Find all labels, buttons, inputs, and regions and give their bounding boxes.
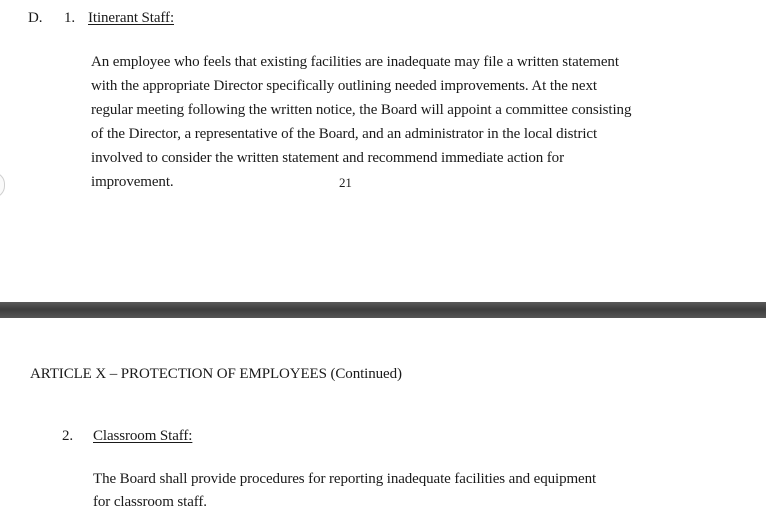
article-heading: ARTICLE X – PROTECTION OF EMPLOYEES (Continued) (30, 366, 402, 382)
item-title: Itinerant Staff: (88, 10, 175, 26)
section-letter: D. (28, 10, 43, 26)
page-number: 21 (339, 175, 352, 190)
paragraph-line: for classroom staff. (93, 494, 207, 510)
paragraph-line: with the appropriate Director specifically outlining needed improvements. At the next (91, 78, 597, 94)
page-edge-mark (0, 172, 5, 198)
paragraph-line: regular meeting following the written notice, the Board will appoint a committee consisting (91, 102, 632, 118)
paragraph-line: improvement. (91, 174, 174, 190)
paragraph-line: of the Director, a representative of the Board, and an administrator in the local district (91, 126, 598, 142)
paragraph-line: The Board shall provide procedures for reporting inadequate facilities and equipment (93, 471, 597, 487)
paragraph-line: An employee who feels that existing facilities are inadequate may file a written statement (91, 54, 619, 70)
item-title: Classroom Staff: (93, 428, 193, 444)
document-page-bottom (0, 318, 766, 510)
page-break-divider (0, 302, 766, 318)
item-number: 2. (62, 428, 74, 444)
item-number: 1. (64, 10, 76, 26)
paragraph-line: involved to consider the written statement and recommend immediate action for (91, 150, 564, 166)
